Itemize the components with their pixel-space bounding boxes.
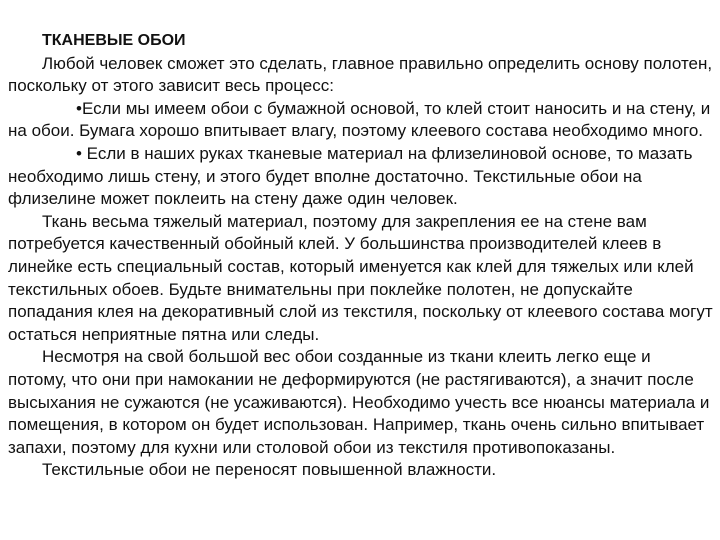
bullet-text: Если мы имеем обои с бумажной основой, то клей стоит наносить и на стену, и на обои. Бумага хорошо впитывает влагу, поэтому клеевого состава необходимо много.: [8, 98, 711, 141]
bullet-marker: •: [76, 143, 82, 163]
document-title: ТКАНЕВЫЕ ОБОИ: [42, 32, 186, 49]
body-paragraph: Ткань весьма тяжелый материал, поэтому для закрепления ее на стене вам потребуется качественный обойный клей. У большинства производителей клеев в линейке есть специальный состав, который именуется как клей для тяжелых или клей текстильных обоев. Будьте внимательны при поклейке полотен, не допускайте попадания клея на декоративный слой из текстиля, поскольку от клеевого состава могут остаться неприятные пятна или следы.: [8, 211, 713, 344]
bullet-marker: •: [76, 98, 82, 118]
intro-paragraph: Любой человек сможет это сделать, главное правильно определить основу полотен, поскольку от этого зависит весь процесс:: [8, 53, 713, 96]
bullet-item: [8, 143, 714, 211]
body-paragraph: Несмотря на свой большой вес обои созданные из ткани клеить легко еще и потому, что они при намокании не деформируются (не растягиваются), а значит после высыхания не сужаются (не усаживаются). Необходимо учесть все нюансы материала и помещения, в котором он будет использован. Например, ткань очень сильно впитывает запахи, поэтому для кухни или столовой обои из текстиля противопоказаны.: [8, 347, 710, 457]
document-body: [8, 30, 714, 482]
bullet-item: [8, 98, 714, 143]
bullet-text: Если в наших руках тканевые материал на флизелиновой основе, то мазать необходимо лишь стену, и этого будет вполне достаточно. Текстильные обои на флизелине может поклеить на стену даже один человек.: [8, 143, 693, 209]
body-paragraph: Текстильные обои не переносят повышенной влажности.: [42, 460, 497, 480]
